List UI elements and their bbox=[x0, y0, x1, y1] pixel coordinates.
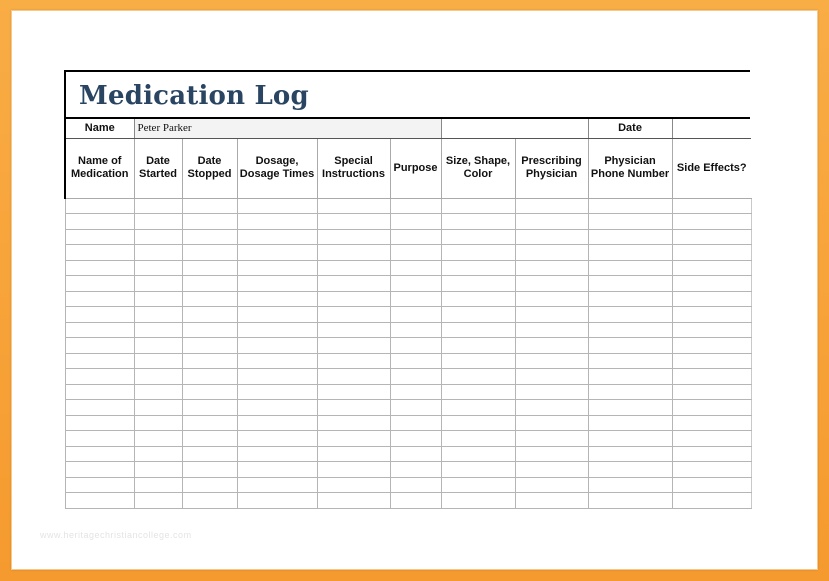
column-header-row bbox=[65, 138, 751, 198]
column-header-line: Dosage, bbox=[255, 155, 299, 167]
table-cell[interactable] bbox=[672, 384, 751, 400]
table-cell[interactable] bbox=[182, 198, 237, 214]
table-cell[interactable] bbox=[515, 260, 588, 276]
table-cell[interactable] bbox=[182, 431, 237, 447]
table-cell[interactable] bbox=[182, 276, 237, 292]
table-cell[interactable] bbox=[441, 493, 515, 509]
table-row bbox=[65, 400, 751, 416]
column-header-line: Name of bbox=[78, 155, 122, 167]
column-header bbox=[588, 138, 672, 198]
table-cell[interactable] bbox=[134, 477, 182, 493]
table-cell[interactable] bbox=[65, 431, 134, 447]
table-cell[interactable] bbox=[672, 369, 751, 385]
table-cell[interactable] bbox=[588, 462, 672, 478]
table-cell[interactable] bbox=[390, 446, 441, 462]
column-header bbox=[237, 138, 317, 198]
table-cell[interactable] bbox=[134, 245, 182, 261]
table-cell[interactable] bbox=[515, 338, 588, 354]
table-cell[interactable] bbox=[441, 384, 515, 400]
table-cell[interactable] bbox=[390, 400, 441, 416]
table-cell[interactable] bbox=[588, 322, 672, 338]
table-cell[interactable] bbox=[515, 245, 588, 261]
table-row bbox=[65, 245, 751, 261]
table-cell[interactable] bbox=[672, 400, 751, 416]
table-cell[interactable] bbox=[588, 307, 672, 323]
table-cell[interactable] bbox=[672, 446, 751, 462]
table-cell[interactable] bbox=[317, 276, 390, 292]
table-cell[interactable] bbox=[182, 229, 237, 245]
table-cell[interactable] bbox=[317, 369, 390, 385]
table-cell[interactable] bbox=[672, 322, 751, 338]
table-cell[interactable] bbox=[588, 415, 672, 431]
name-label: Name bbox=[65, 119, 134, 138]
table-row bbox=[65, 307, 751, 323]
table-cell[interactable] bbox=[182, 369, 237, 385]
table-cell[interactable] bbox=[672, 214, 751, 230]
table-cell[interactable] bbox=[515, 307, 588, 323]
table-cell[interactable] bbox=[390, 229, 441, 245]
table-cell[interactable] bbox=[237, 338, 317, 354]
table-cell[interactable] bbox=[134, 229, 182, 245]
table-row bbox=[65, 322, 751, 338]
table-row bbox=[65, 214, 751, 230]
table-cell[interactable] bbox=[134, 307, 182, 323]
table-cell[interactable] bbox=[317, 353, 390, 369]
table-cell[interactable] bbox=[237, 353, 317, 369]
table-cell[interactable] bbox=[672, 353, 751, 369]
column-header bbox=[182, 138, 237, 198]
table-cell[interactable] bbox=[441, 462, 515, 478]
table-cell[interactable] bbox=[65, 462, 134, 478]
column-header-line: Instructions bbox=[322, 168, 385, 180]
table-cell[interactable] bbox=[65, 369, 134, 385]
table-cell[interactable] bbox=[237, 431, 317, 447]
table-cell[interactable] bbox=[65, 291, 134, 307]
table-cell[interactable] bbox=[672, 338, 751, 354]
table-cell[interactable] bbox=[65, 214, 134, 230]
table-cell[interactable] bbox=[134, 291, 182, 307]
table-cell[interactable] bbox=[588, 369, 672, 385]
table-cell[interactable] bbox=[317, 322, 390, 338]
column-header-line: Stopped bbox=[187, 168, 232, 180]
table-cell[interactable] bbox=[441, 198, 515, 214]
table-cell[interactable] bbox=[317, 446, 390, 462]
column-header-line: Side Effects? bbox=[676, 161, 747, 174]
table-cell[interactable] bbox=[65, 353, 134, 369]
table-cell[interactable] bbox=[588, 446, 672, 462]
table-cell[interactable] bbox=[182, 245, 237, 261]
table-cell[interactable] bbox=[441, 353, 515, 369]
table-cell[interactable] bbox=[317, 415, 390, 431]
column-header-line: Purpose bbox=[393, 161, 438, 174]
table-cell[interactable] bbox=[237, 322, 317, 338]
log-entries bbox=[65, 198, 751, 508]
table-cell[interactable] bbox=[317, 462, 390, 478]
table-cell[interactable] bbox=[515, 214, 588, 230]
table-cell[interactable] bbox=[390, 493, 441, 509]
table-cell[interactable] bbox=[441, 338, 515, 354]
table-cell[interactable] bbox=[441, 431, 515, 447]
table-cell[interactable] bbox=[672, 307, 751, 323]
table-cell[interactable] bbox=[182, 462, 237, 478]
table-cell[interactable] bbox=[672, 276, 751, 292]
table-cell[interactable] bbox=[134, 369, 182, 385]
table-cell[interactable] bbox=[237, 369, 317, 385]
table-cell[interactable] bbox=[182, 214, 237, 230]
table-cell[interactable] bbox=[441, 400, 515, 416]
table-cell[interactable] bbox=[515, 198, 588, 214]
column-header-line: Physician bbox=[604, 155, 656, 167]
table-cell[interactable] bbox=[390, 307, 441, 323]
table-cell[interactable] bbox=[237, 245, 317, 261]
table-cell[interactable] bbox=[515, 446, 588, 462]
medication-log-table bbox=[64, 119, 752, 509]
table-cell[interactable] bbox=[390, 338, 441, 354]
table-cell[interactable] bbox=[588, 198, 672, 214]
table-cell[interactable] bbox=[390, 260, 441, 276]
date-field[interactable] bbox=[672, 119, 751, 138]
table-cell[interactable] bbox=[515, 353, 588, 369]
table-row bbox=[65, 229, 751, 245]
table-row bbox=[65, 415, 751, 431]
table-cell[interactable] bbox=[237, 229, 317, 245]
table-cell[interactable] bbox=[317, 431, 390, 447]
table-cell[interactable] bbox=[65, 307, 134, 323]
column-header-line: Phone Number bbox=[590, 168, 670, 180]
table-cell[interactable] bbox=[588, 229, 672, 245]
column-header-line: Prescribing bbox=[521, 155, 582, 167]
table-cell[interactable] bbox=[182, 291, 237, 307]
table-row bbox=[65, 260, 751, 276]
title-bar bbox=[64, 70, 750, 119]
table-cell[interactable] bbox=[134, 338, 182, 354]
table-row bbox=[65, 353, 751, 369]
table-cell[interactable] bbox=[441, 214, 515, 230]
table-cell[interactable] bbox=[588, 384, 672, 400]
table-cell[interactable] bbox=[317, 477, 390, 493]
table-cell[interactable] bbox=[182, 353, 237, 369]
column-header-line: Special bbox=[334, 155, 373, 167]
table-cell[interactable] bbox=[672, 462, 751, 478]
table-cell[interactable] bbox=[237, 400, 317, 416]
column-header-line: Size, Shape, bbox=[445, 155, 511, 167]
column-header-line: Medication bbox=[71, 168, 129, 180]
name-spacer bbox=[441, 119, 588, 138]
column-header-line: Date bbox=[197, 155, 222, 167]
column-header-line: Dosage Times bbox=[239, 168, 315, 180]
table-cell[interactable] bbox=[317, 229, 390, 245]
table-cell[interactable] bbox=[515, 276, 588, 292]
table-cell[interactable] bbox=[588, 431, 672, 447]
table-cell[interactable] bbox=[588, 260, 672, 276]
table-cell[interactable] bbox=[515, 400, 588, 416]
table-cell[interactable] bbox=[237, 415, 317, 431]
table-cell[interactable] bbox=[182, 338, 237, 354]
table-cell[interactable] bbox=[237, 260, 317, 276]
table-cell[interactable] bbox=[441, 276, 515, 292]
table-cell[interactable] bbox=[588, 353, 672, 369]
table-cell[interactable] bbox=[237, 307, 317, 323]
table-cell[interactable] bbox=[515, 431, 588, 447]
table-cell[interactable] bbox=[134, 446, 182, 462]
table-cell[interactable] bbox=[65, 322, 134, 338]
table-cell[interactable] bbox=[390, 276, 441, 292]
date-label: Date bbox=[588, 119, 672, 138]
table-cell[interactable] bbox=[182, 384, 237, 400]
table-cell[interactable] bbox=[515, 369, 588, 385]
table-cell[interactable] bbox=[588, 245, 672, 261]
table-cell[interactable] bbox=[134, 400, 182, 416]
table-cell[interactable] bbox=[237, 477, 317, 493]
table-cell[interactable] bbox=[672, 229, 751, 245]
column-header bbox=[515, 138, 588, 198]
table-cell[interactable] bbox=[182, 446, 237, 462]
table-cell[interactable] bbox=[65, 477, 134, 493]
table-cell[interactable] bbox=[588, 291, 672, 307]
table-cell[interactable] bbox=[182, 493, 237, 509]
table-cell[interactable] bbox=[134, 493, 182, 509]
table-cell[interactable] bbox=[182, 477, 237, 493]
table-cell[interactable] bbox=[390, 431, 441, 447]
table-cell[interactable] bbox=[134, 384, 182, 400]
table-cell[interactable] bbox=[588, 276, 672, 292]
table-row bbox=[65, 338, 751, 354]
column-header bbox=[65, 138, 134, 198]
table-cell[interactable] bbox=[65, 415, 134, 431]
table-row bbox=[65, 384, 751, 400]
table-cell[interactable] bbox=[317, 260, 390, 276]
table-row bbox=[65, 477, 751, 493]
table-row bbox=[65, 198, 751, 214]
column-header-line: Date bbox=[146, 155, 170, 167]
table-cell[interactable] bbox=[390, 198, 441, 214]
column-header bbox=[390, 138, 441, 198]
table-cell[interactable] bbox=[317, 307, 390, 323]
table-cell[interactable] bbox=[672, 493, 751, 509]
table-cell[interactable] bbox=[317, 338, 390, 354]
medication-log-sheet bbox=[64, 70, 750, 509]
table-row bbox=[65, 291, 751, 307]
table-cell[interactable] bbox=[237, 276, 317, 292]
table-cell[interactable] bbox=[441, 446, 515, 462]
table-cell[interactable] bbox=[390, 462, 441, 478]
table-cell[interactable] bbox=[515, 415, 588, 431]
table-cell[interactable] bbox=[390, 214, 441, 230]
table-cell[interactable] bbox=[672, 431, 751, 447]
table-cell[interactable] bbox=[588, 477, 672, 493]
table-cell[interactable] bbox=[390, 369, 441, 385]
table-cell[interactable] bbox=[237, 214, 317, 230]
table-cell[interactable] bbox=[182, 415, 237, 431]
table-cell[interactable] bbox=[317, 291, 390, 307]
table-cell[interactable] bbox=[134, 415, 182, 431]
table-row bbox=[65, 276, 751, 292]
table-cell[interactable] bbox=[134, 353, 182, 369]
table-cell[interactable] bbox=[65, 446, 134, 462]
column-header bbox=[672, 138, 751, 198]
table-cell[interactable] bbox=[134, 214, 182, 230]
column-header-line: Physician bbox=[525, 168, 578, 180]
table-cell[interactable] bbox=[134, 198, 182, 214]
table-cell[interactable] bbox=[515, 493, 588, 509]
table-cell[interactable] bbox=[237, 462, 317, 478]
table-cell[interactable] bbox=[390, 245, 441, 261]
name-field[interactable]: Peter Parker bbox=[134, 119, 441, 138]
table-cell[interactable] bbox=[65, 338, 134, 354]
table-cell[interactable] bbox=[134, 431, 182, 447]
table-cell[interactable] bbox=[515, 291, 588, 307]
table-cell[interactable] bbox=[182, 260, 237, 276]
table-cell[interactable] bbox=[588, 214, 672, 230]
table-cell[interactable] bbox=[317, 214, 390, 230]
table-row bbox=[65, 431, 751, 447]
table-cell[interactable] bbox=[441, 322, 515, 338]
table-cell[interactable] bbox=[182, 400, 237, 416]
table-cell[interactable] bbox=[441, 369, 515, 385]
table-cell[interactable] bbox=[672, 245, 751, 261]
table-cell[interactable] bbox=[588, 493, 672, 509]
table-cell[interactable] bbox=[317, 400, 390, 416]
table-cell[interactable] bbox=[390, 322, 441, 338]
table-cell[interactable] bbox=[672, 415, 751, 431]
column-header bbox=[441, 138, 515, 198]
table-cell[interactable] bbox=[441, 260, 515, 276]
table-cell[interactable] bbox=[65, 260, 134, 276]
table-cell[interactable] bbox=[515, 462, 588, 478]
column-header-line: Started bbox=[139, 168, 177, 180]
table-cell[interactable] bbox=[182, 307, 237, 323]
table-cell[interactable] bbox=[65, 400, 134, 416]
table-cell[interactable] bbox=[134, 276, 182, 292]
table-cell[interactable] bbox=[134, 462, 182, 478]
table-cell[interactable] bbox=[237, 446, 317, 462]
name-row bbox=[65, 119, 751, 138]
table-cell[interactable] bbox=[65, 229, 134, 245]
column-header bbox=[317, 138, 390, 198]
table-cell[interactable] bbox=[317, 245, 390, 261]
table-cell[interactable] bbox=[390, 353, 441, 369]
table-cell[interactable] bbox=[672, 260, 751, 276]
table-cell[interactable] bbox=[317, 384, 390, 400]
table-cell[interactable] bbox=[515, 384, 588, 400]
table-cell[interactable] bbox=[515, 477, 588, 493]
table-row bbox=[65, 493, 751, 509]
table-cell[interactable] bbox=[441, 477, 515, 493]
table-cell[interactable] bbox=[588, 338, 672, 354]
table-cell[interactable] bbox=[237, 198, 317, 214]
watermark: www.heritagechristiancollege.com bbox=[40, 530, 192, 540]
table-cell[interactable] bbox=[65, 276, 134, 292]
table-cell[interactable] bbox=[237, 384, 317, 400]
table-cell[interactable] bbox=[182, 322, 237, 338]
table-cell[interactable] bbox=[588, 400, 672, 416]
table-cell[interactable] bbox=[390, 415, 441, 431]
table-cell[interactable] bbox=[672, 291, 751, 307]
table-cell[interactable] bbox=[65, 245, 134, 261]
table-cell[interactable] bbox=[237, 493, 317, 509]
table-cell[interactable] bbox=[317, 198, 390, 214]
table-cell[interactable] bbox=[237, 291, 317, 307]
table-cell[interactable] bbox=[390, 384, 441, 400]
table-cell[interactable] bbox=[65, 384, 134, 400]
table-cell[interactable] bbox=[441, 245, 515, 261]
table-cell[interactable] bbox=[672, 198, 751, 214]
table-cell[interactable] bbox=[441, 229, 515, 245]
column-header bbox=[134, 138, 182, 198]
column-header-line: Color bbox=[463, 168, 493, 180]
table-cell[interactable] bbox=[317, 493, 390, 509]
table-cell[interactable] bbox=[441, 307, 515, 323]
table-cell[interactable] bbox=[515, 322, 588, 338]
table-cell[interactable] bbox=[390, 477, 441, 493]
table-row bbox=[65, 462, 751, 478]
table-row bbox=[65, 369, 751, 385]
table-cell[interactable] bbox=[65, 493, 134, 509]
table-cell[interactable] bbox=[134, 322, 182, 338]
table-cell[interactable] bbox=[672, 477, 751, 493]
table-cell[interactable] bbox=[65, 198, 134, 214]
document-title: Medication Log bbox=[79, 81, 309, 111]
table-cell[interactable] bbox=[134, 260, 182, 276]
table-row bbox=[65, 446, 751, 462]
table-cell[interactable] bbox=[441, 291, 515, 307]
table-cell[interactable] bbox=[441, 415, 515, 431]
table-cell[interactable] bbox=[390, 291, 441, 307]
table-cell[interactable] bbox=[515, 229, 588, 245]
